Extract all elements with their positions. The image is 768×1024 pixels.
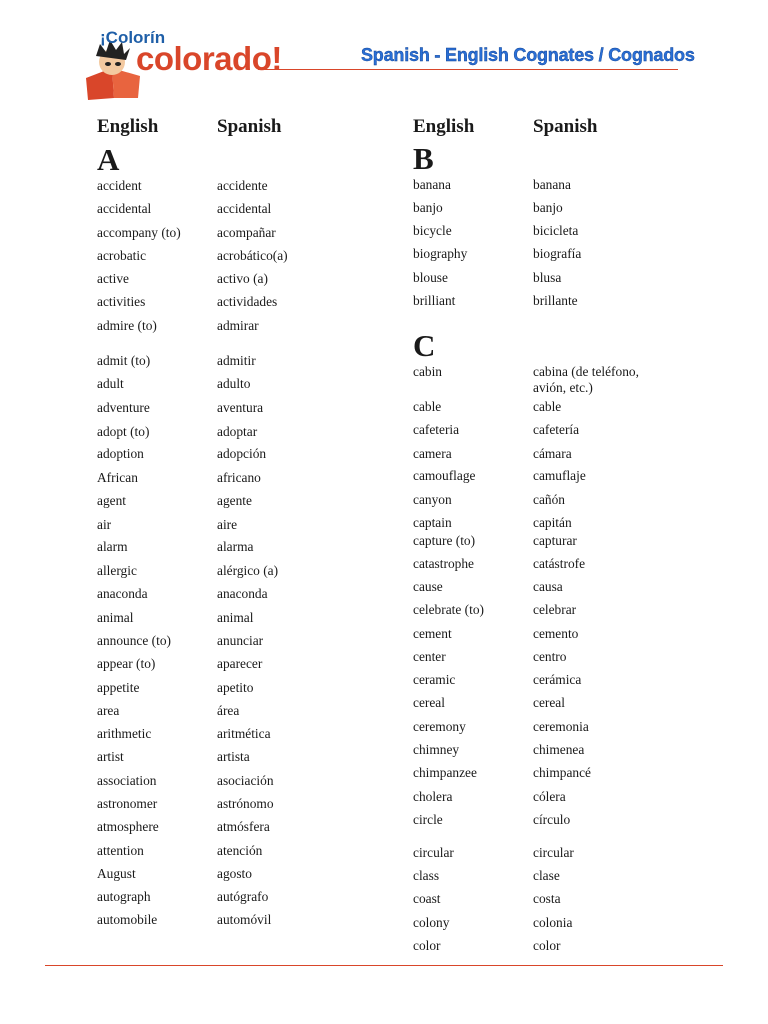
english-word: ceramic	[413, 672, 456, 687]
english-word: appetite	[97, 680, 140, 695]
english-word: cabin	[413, 364, 442, 379]
spanish-word: cólera	[533, 789, 566, 804]
spanish-word: agente	[217, 493, 252, 508]
english-word: cement	[413, 626, 452, 641]
english-word: cereal	[413, 695, 445, 710]
english-word: cafeteria	[413, 422, 460, 437]
english-word: canyon	[413, 492, 452, 507]
colorin-colorado-logo	[84, 24, 282, 100]
spanish-word: catástrofe	[533, 556, 586, 571]
english-word: astronomer	[97, 796, 158, 811]
header-divider	[258, 69, 678, 70]
section-letter-c: C	[413, 328, 436, 363]
english-word: coast	[413, 891, 441, 906]
english-word: agent	[97, 493, 126, 508]
english-word: animal	[97, 610, 134, 625]
spanish-word: adulto	[217, 376, 251, 391]
english-word: air	[97, 517, 112, 532]
english-word: catastrophe	[413, 556, 474, 571]
spanish-word: atmósfera	[217, 819, 270, 834]
english-word: celebrate (to)	[413, 602, 484, 617]
spanish-word: automóvil	[217, 912, 272, 927]
spanish-word: cemento	[533, 626, 579, 641]
english-word: allergic	[97, 563, 137, 578]
english-word: blouse	[413, 270, 448, 285]
english-word: automobile	[97, 912, 158, 927]
spanish-word: biografía	[533, 246, 582, 261]
section-letter-a: A	[97, 142, 120, 177]
english-word: appear (to)	[97, 656, 156, 671]
spanish-word: color	[533, 938, 561, 953]
spanish-word: camuflaje	[533, 468, 586, 483]
spanish-word: cable	[533, 399, 562, 414]
english-word: accident	[97, 178, 142, 193]
spanish-word: apetito	[217, 680, 254, 695]
english-word: center	[413, 649, 446, 664]
spanish-word: acrobático(a)	[217, 248, 288, 263]
spanish-word: cerámica	[533, 672, 582, 687]
spanish-word: admirar	[217, 318, 259, 333]
english-word: captain	[413, 515, 452, 530]
english-word: bicycle	[413, 223, 452, 238]
english-word: camouflage	[413, 468, 476, 483]
spanish-word: accidental	[217, 201, 272, 216]
spanish-word: cañón	[533, 492, 565, 507]
spanish-word: aventura	[217, 400, 264, 415]
english-word: active	[97, 271, 129, 286]
spanish-word: blusa	[533, 270, 562, 285]
spanish-word: anaconda	[217, 586, 268, 601]
left-spanish-heading: Spanish	[217, 116, 282, 137]
english-word: biography	[413, 246, 468, 261]
spanish-word: costa	[533, 891, 561, 906]
spanish-word: área	[217, 703, 240, 718]
english-word: banana	[413, 177, 451, 192]
english-word: artist	[97, 749, 124, 764]
spanish-word: africano	[217, 470, 261, 485]
english-word: arithmetic	[97, 726, 152, 741]
english-word: association	[97, 773, 157, 788]
spanish-word: astrónomo	[217, 796, 274, 811]
logo-top-text: ¡Colorín	[100, 28, 166, 47]
english-word: accompany (to)	[97, 225, 181, 240]
spanish-word: admitir	[217, 353, 256, 368]
right-spanish-heading: Spanish	[533, 116, 598, 137]
english-word: autograph	[97, 889, 151, 904]
left-english-heading: English	[97, 116, 159, 137]
english-word: adoption	[97, 446, 144, 461]
english-word: accidental	[97, 201, 152, 216]
spanish-word: acompañar	[217, 225, 276, 240]
spanish-word: cabina (de teléfono, avión, etc.)	[533, 364, 639, 395]
spanish-word: chimpancé	[533, 765, 591, 780]
spanish-word: cafetería	[533, 422, 580, 437]
spanish-word: anunciar	[217, 633, 264, 648]
english-word: class	[413, 868, 440, 883]
english-word: chimpanzee	[413, 765, 477, 780]
english-word: color	[413, 938, 441, 953]
spanish-word: banjo	[533, 200, 563, 215]
spanish-word: chimenea	[533, 742, 585, 757]
english-word: African	[97, 470, 138, 485]
spanish-word: atención	[217, 843, 263, 858]
right-english-heading: English	[413, 116, 475, 137]
english-word: attention	[97, 843, 144, 858]
english-word: chimney	[413, 742, 460, 757]
english-word: brilliant	[413, 293, 456, 308]
english-word: capture (to)	[413, 533, 476, 548]
spanish-word: círculo	[533, 812, 571, 827]
spanish-word: circular	[533, 845, 574, 860]
spanish-word: autógrafo	[217, 889, 269, 904]
english-word: adventure	[97, 400, 150, 415]
english-word: admit (to)	[97, 353, 151, 368]
english-word: banjo	[413, 200, 443, 215]
spanish-word: aritmética	[217, 726, 271, 741]
spanish-word: alérgico (a)	[217, 563, 279, 578]
english-word: cable	[413, 399, 442, 414]
english-word: adopt (to)	[97, 424, 150, 439]
spanish-word: artista	[217, 749, 250, 764]
spanish-word: adoptar	[217, 424, 258, 439]
spanish-word: brillante	[533, 293, 578, 308]
english-word: camera	[413, 446, 452, 461]
english-word: anaconda	[97, 586, 148, 601]
spanish-word: activo (a)	[217, 271, 268, 286]
english-word: cause	[413, 579, 443, 594]
spanish-word: clase	[533, 868, 560, 883]
page-header	[0, 0, 768, 110]
spanish-word: agosto	[217, 866, 252, 881]
spanish-word: banana	[533, 177, 571, 192]
spanish-word: aire	[217, 517, 238, 532]
english-word: August	[97, 866, 136, 881]
english-word: atmosphere	[97, 819, 159, 834]
spanish-word: cereal	[533, 695, 565, 710]
page-title: Spanish - English Cognates / Cognados	[361, 45, 695, 65]
english-word: activities	[97, 294, 146, 309]
english-word: circular	[413, 845, 454, 860]
footer-divider	[45, 965, 723, 966]
spanish-word: adopción	[217, 446, 267, 461]
english-word: colony	[413, 915, 450, 930]
english-word: adult	[97, 376, 124, 391]
spanish-word: actividades	[217, 294, 278, 309]
spanish-word: ceremonia	[533, 719, 589, 734]
spanish-word: cámara	[533, 446, 572, 461]
spanish-word: asociación	[217, 773, 274, 788]
spanish-word: causa	[533, 579, 563, 594]
spanish-word: bicicleta	[533, 223, 579, 238]
spanish-word: aparecer	[217, 656, 263, 671]
spanish-word: capitán	[533, 515, 572, 530]
english-word: cholera	[413, 789, 453, 804]
english-word: area	[97, 703, 120, 718]
spanish-word: celebrar	[533, 602, 577, 617]
english-word: ceremony	[413, 719, 466, 734]
spanish-word: accidente	[217, 178, 268, 193]
english-word: admire (to)	[97, 318, 157, 333]
spanish-word: alarma	[217, 539, 254, 554]
spanish-word: animal	[217, 610, 254, 625]
logo-main-text: colorado!	[136, 40, 282, 77]
english-word: alarm	[97, 539, 128, 554]
english-word: announce (to)	[97, 633, 171, 648]
english-word: acrobatic	[97, 248, 147, 263]
spanish-word: colonia	[533, 915, 573, 930]
english-word: circle	[413, 812, 443, 827]
section-letter-b: B	[413, 141, 434, 176]
spanish-word: centro	[533, 649, 567, 664]
spanish-word: capturar	[533, 533, 577, 548]
